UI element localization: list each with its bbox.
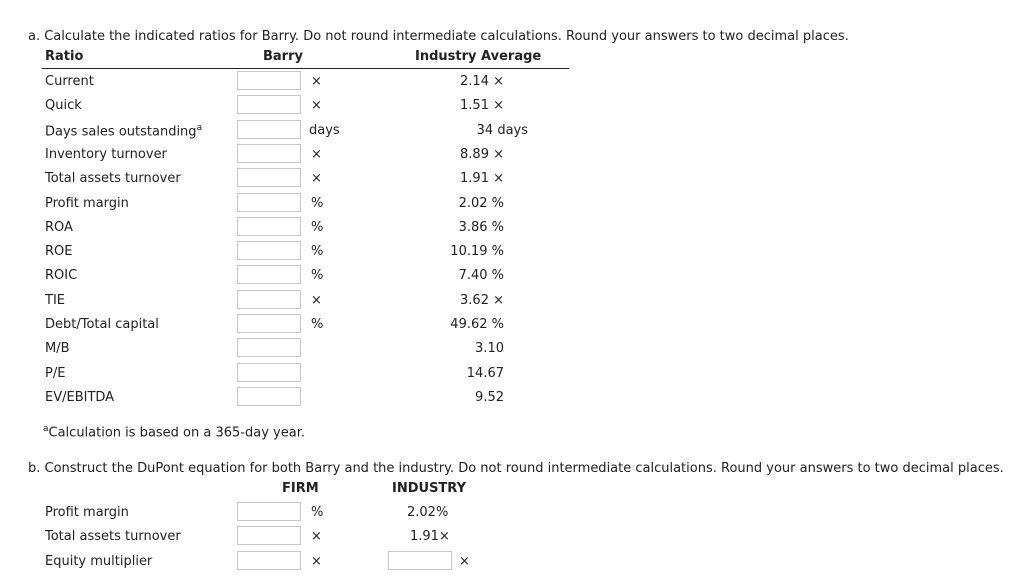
ratio-label-text: ROA [45,219,73,235]
barry-unit: × [311,98,322,114]
ratio-label [45,74,94,89]
header-barry: Barry [263,49,303,64]
barry-input[interactable] [237,95,301,114]
ratio-label [45,244,72,259]
industry-average-value: 3.10 [475,341,504,357]
ratio-label-text: Current [45,74,94,89]
barry-unit: days [309,122,340,138]
barry-unit: × [311,292,322,308]
industry-value: 1.91× [410,529,450,545]
header-rule [42,68,569,69]
ratio-label-text: Quick [45,98,82,114]
barry-input[interactable] [237,363,301,382]
part-a-instruction: a. Calculate the indicated ratios for Barry. Do not round intermediate calculations. Round your answers to two decimal places. [28,29,849,44]
ratio-label-text: Profit margin [45,195,129,211]
industry-average-value: 3.62 × [460,292,504,308]
industry-average-value: 14.67 [466,365,504,381]
barry-input[interactable] [237,168,301,187]
firm-unit: % [311,505,324,520]
ratio-label-text: ROE [45,244,73,260]
industry-input[interactable] [388,551,452,570]
firm-input[interactable] [237,502,301,521]
ratio-label [45,98,82,113]
footnote [43,424,305,440]
barry-unit: × [311,171,322,187]
industry-average-value: 8.89 × [460,146,504,162]
industry-average-value: 2.14 × [460,74,504,89]
ratio-label [45,147,167,162]
header-industry: INDUSTRY [392,481,467,496]
part-b-instruction: b. Construct the DuPont equation for both Barry and the industry. Do not round intermediate calculations. Round your answers to two decimal places. [28,461,1004,476]
industry-value: 2.02% [407,505,449,520]
barry-input[interactable] [237,71,301,90]
industry-average-value: 1.91 × [460,171,504,187]
header-ratio: Ratio [45,49,84,64]
header-firm: FIRM [282,481,319,496]
ratio-label [45,268,77,283]
industry-average-value: 1.51 × [460,98,504,114]
ratio-label-text: Debt/Total capital [45,317,159,332]
industry-average-value: 49.62 % [450,317,504,332]
ratio-label [45,123,202,139]
ratio-label-text: Inventory turnover [45,146,167,162]
barry-input[interactable] [237,120,301,139]
ratio-label-text: TIE [45,292,65,308]
ratio-label [45,366,65,381]
ratio-label [45,220,73,235]
industry-unit: × [459,553,470,569]
ratio-label-text: ROIC [45,268,78,284]
barry-input[interactable] [237,265,301,284]
industry-average-value: 7.40 % [458,268,504,284]
dupont-label: Profit margin [45,505,129,520]
ratio-label-text: EV/EBITDA [45,389,115,405]
barry-input[interactable] [237,314,301,333]
ratio-label [45,341,70,356]
barry-unit: % [311,317,324,332]
ratio-label-text: Days sales outstanding [45,123,197,139]
barry-input[interactable] [237,217,301,236]
ratio-label [45,390,114,405]
firm-unit: × [311,529,322,545]
firm-input[interactable] [237,551,301,570]
barry-input[interactable] [237,290,301,309]
ratio-label [45,317,159,332]
dupont-label: Equity multiplier [45,553,153,569]
ratio-label [45,293,65,308]
barry-input[interactable] [237,144,301,163]
header-industry-average: Industry Average [415,49,542,64]
industry-average-value: 10.19 % [450,244,504,260]
ratio-label-text: M/B [45,341,70,357]
ratio-label [45,171,181,186]
industry-average-value: 9.52 [475,389,504,405]
industry-average-value: 34 days [476,122,528,138]
barry-input[interactable] [237,241,301,260]
firm-unit: × [311,553,322,569]
industry-average-value: 3.86 % [458,219,504,235]
barry-input[interactable] [237,387,301,406]
barry-unit: % [311,244,324,260]
footnote-marker: a [43,424,49,434]
barry-unit: % [311,219,324,235]
barry-unit: × [311,146,322,162]
barry-unit: % [311,195,324,211]
firm-input[interactable] [237,526,301,545]
dupont-label: Total assets turnover [45,529,181,545]
industry-average-value: 2.02 % [458,195,504,211]
barry-input[interactable] [237,338,301,357]
ratio-label-text: P/E [45,365,66,381]
ratio-label [45,196,129,211]
ratio-label-footnote-marker: a [196,122,203,133]
footnote-text: Calculation is based on a 365-day year. [48,425,305,441]
barry-input[interactable] [237,193,301,212]
barry-unit: % [311,268,324,284]
ratio-label-text: Total assets turnover [45,171,181,187]
barry-unit: × [311,74,322,89]
